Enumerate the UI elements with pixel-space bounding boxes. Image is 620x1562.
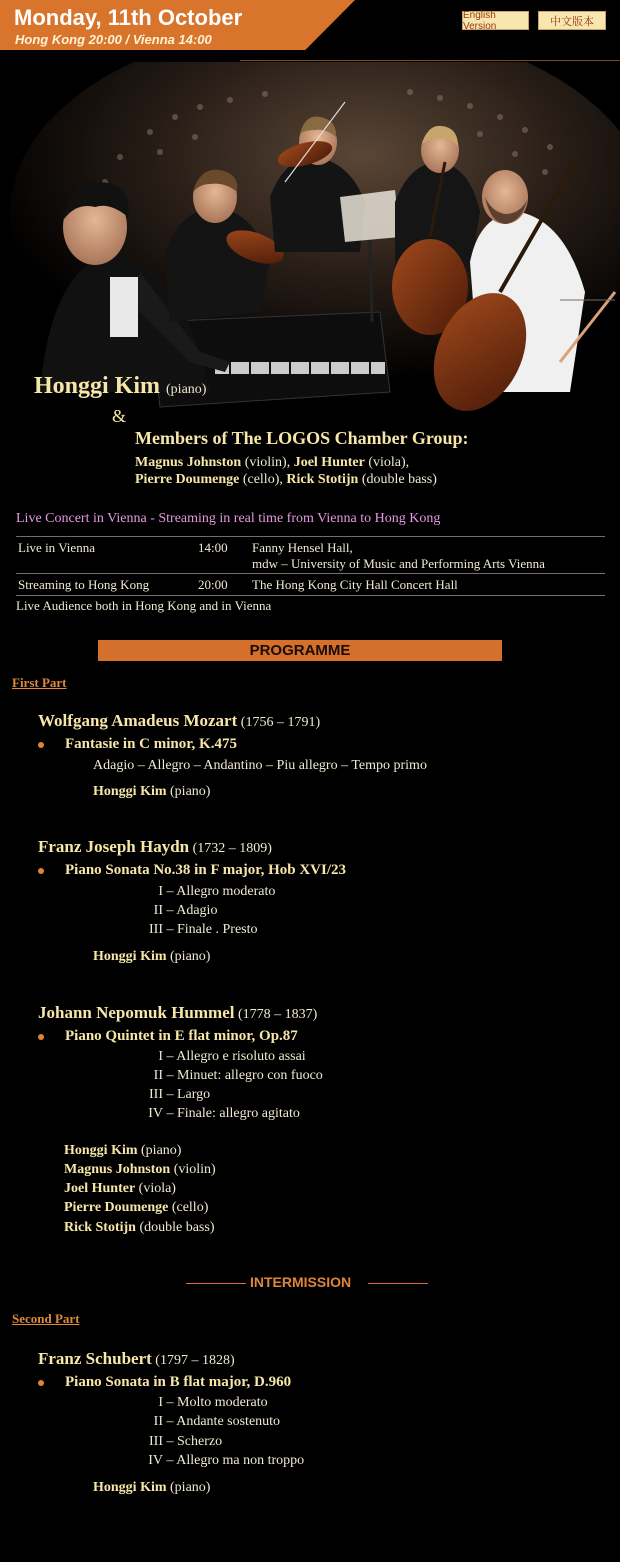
group-title: Members of The LOGOS Chamber Group: <box>135 428 469 448</box>
performer-credit <box>93 949 210 965</box>
member-name: Magnus Johnston <box>135 455 242 470</box>
intermission-label: INTERMISSION <box>250 1274 352 1290</box>
composer-dates: (1732 – 1809) <box>189 841 272 856</box>
movement-number: I <box>158 1395 163 1410</box>
second-part-link[interactable]: Second Part <box>12 1311 80 1326</box>
movement-title: – Scherzo <box>166 1434 223 1449</box>
performer-credit <box>64 1162 216 1178</box>
member-role: (violin), <box>241 455 294 470</box>
composer-dates: (1756 – 1791) <box>237 715 321 730</box>
table-rule <box>16 536 605 537</box>
performer-credit <box>93 784 210 800</box>
composer-schubert <box>38 1349 235 1369</box>
movement-number: I <box>158 884 163 899</box>
member-role: (viola), <box>364 455 410 470</box>
movement-number: II <box>153 1414 163 1429</box>
movement-title: – Molto moderato <box>166 1395 268 1410</box>
performer-name: Honggi Kim <box>93 949 167 964</box>
movement-title: – Minuet: allegro con fuoco <box>166 1068 323 1083</box>
movement-title: – Largo <box>166 1087 211 1102</box>
performer-role: (piano) <box>137 1143 182 1158</box>
english-version-button[interactable]: English Version <box>462 11 529 30</box>
member-role: (double bass) <box>358 472 437 487</box>
composer-dates: (1797 – 1828) <box>151 1353 235 1368</box>
composer-mozart <box>38 711 320 731</box>
performer-credit <box>64 1181 176 1197</box>
row-venue: Fanny Hensel Hall, <box>252 540 353 555</box>
soloist-name-text: Honggi Kim <box>34 373 161 399</box>
composer-name: Wolfgang Amadeus Mozart <box>38 711 238 730</box>
movement <box>133 1395 268 1411</box>
composer-name: Franz Schubert <box>38 1349 152 1368</box>
performer-name: Honggi Kim <box>93 784 167 799</box>
movement-title: – Adagio <box>166 903 218 918</box>
movement-title: – Andante sostenuto <box>166 1414 281 1429</box>
bullet-icon <box>38 742 44 748</box>
movement-title: – Allegro moderato <box>166 884 276 899</box>
performer-credit <box>64 1220 215 1236</box>
members-line-2 <box>135 472 437 488</box>
performer-credit <box>93 1480 210 1496</box>
event-times: Hong Kong 20:00 / Vienna 14:00 <box>15 32 212 47</box>
programme-heading: PROGRAMME <box>98 640 502 661</box>
intermission-rule-right <box>368 1283 428 1284</box>
work-title: Piano Sonata No.38 in F major, Hob XVI/23 <box>65 862 347 878</box>
work-tempo: Adagio – Allegro – Andantino – Piu allegro – Tempo primo <box>93 758 427 773</box>
movement-number: III <box>149 922 163 937</box>
row-label: Live in Vienna <box>18 540 95 555</box>
movement <box>133 1434 222 1450</box>
work-title: Piano Sonata in B flat major, D.960 <box>65 1374 292 1390</box>
movement <box>133 1087 210 1103</box>
movement-number: II <box>153 903 163 918</box>
movement-number: I <box>158 1049 163 1064</box>
performer-role: (viola) <box>135 1181 176 1196</box>
composer-name: Johann Nepomuk Hummel <box>38 1003 235 1022</box>
movement-number: IV <box>148 1453 163 1468</box>
row-venue: The Hong Kong City Hall Concert Hall <box>252 577 458 592</box>
movement-title: – Finale: allegro agitato <box>166 1106 300 1121</box>
header-divider <box>240 60 620 61</box>
movement-number: IV <box>148 1106 163 1121</box>
movement <box>133 1414 280 1430</box>
performer-credit <box>64 1143 181 1159</box>
row-time: 14:00 <box>198 540 228 555</box>
movement-title: – Allegro ma non troppo <box>166 1453 305 1468</box>
event-date: Monday, 11th October <box>14 5 243 30</box>
performer-credit <box>64 1200 208 1216</box>
performer-role: (piano) <box>166 784 211 799</box>
movement <box>133 922 258 938</box>
movement <box>133 1068 323 1084</box>
performer-role: (piano) <box>166 949 211 964</box>
movement <box>133 884 275 900</box>
row-label: Streaming to Hong Kong <box>18 577 150 592</box>
composer-dates: (1778 – 1837) <box>234 1007 318 1022</box>
performer-name: Honggi Kim <box>93 1480 167 1495</box>
table-rule <box>16 573 605 574</box>
movement-number: II <box>153 1068 163 1083</box>
member-name: Joel Hunter <box>293 455 365 470</box>
performer-role: (piano) <box>166 1480 211 1495</box>
table-rule <box>16 595 605 596</box>
performer-role: (violin) <box>170 1162 216 1177</box>
movement-title: – Finale . Presto <box>166 922 258 937</box>
first-part-link[interactable]: First Part <box>12 675 67 690</box>
work-title: Fantasie in C minor, K.475 <box>65 736 237 752</box>
movement <box>133 1453 304 1469</box>
member-name: Pierre Doumenge <box>135 472 240 487</box>
members-line-1 <box>135 455 409 471</box>
performer-role: (cello) <box>168 1200 209 1215</box>
performer-name: Magnus Johnston <box>64 1162 171 1177</box>
composer-hummel <box>38 1003 317 1023</box>
member-role: (cello), <box>239 472 287 487</box>
performer-name: Rick Stotijn <box>64 1220 136 1235</box>
member-name: Rick Stotijn <box>286 472 359 487</box>
movement <box>133 903 217 919</box>
movement <box>133 1106 300 1122</box>
soloist-name <box>34 373 206 400</box>
performer-name: Pierre Doumenge <box>64 1200 169 1215</box>
performer-role: (double bass) <box>135 1220 215 1235</box>
movement-number: III <box>149 1434 163 1449</box>
ampersand: & <box>112 406 127 426</box>
live-concert-heading: Live Concert in Vienna - Streaming in real time from Vienna to Hong Kong <box>16 511 441 526</box>
movement <box>133 1049 306 1065</box>
audience-note: Live Audience both in Hong Kong and in Vienna <box>16 598 272 613</box>
composer-name: Franz Joseph Haydn <box>38 837 190 856</box>
movement-title: – Allegro e risoluto assai <box>166 1049 306 1064</box>
performer-name: Joel Hunter <box>64 1181 136 1196</box>
performer-name: Honggi Kim <box>64 1143 138 1158</box>
bullet-icon <box>38 1380 44 1386</box>
musicians-photo <box>0 62 620 422</box>
bullet-icon <box>38 1034 44 1040</box>
work-title: Piano Quintet in E flat minor, Op.87 <box>65 1028 298 1044</box>
row-time: 20:00 <box>198 577 228 592</box>
chinese-version-button[interactable]: 中文版本 <box>538 11 606 30</box>
composer-haydn <box>38 837 272 857</box>
movement-number: III <box>149 1087 163 1102</box>
row-venue-detail: mdw – University of Music and Performing Arts Vienna <box>252 556 545 571</box>
bullet-icon <box>38 868 44 874</box>
intermission-rule-left <box>186 1283 246 1284</box>
soloist-role: (piano) <box>166 382 207 397</box>
